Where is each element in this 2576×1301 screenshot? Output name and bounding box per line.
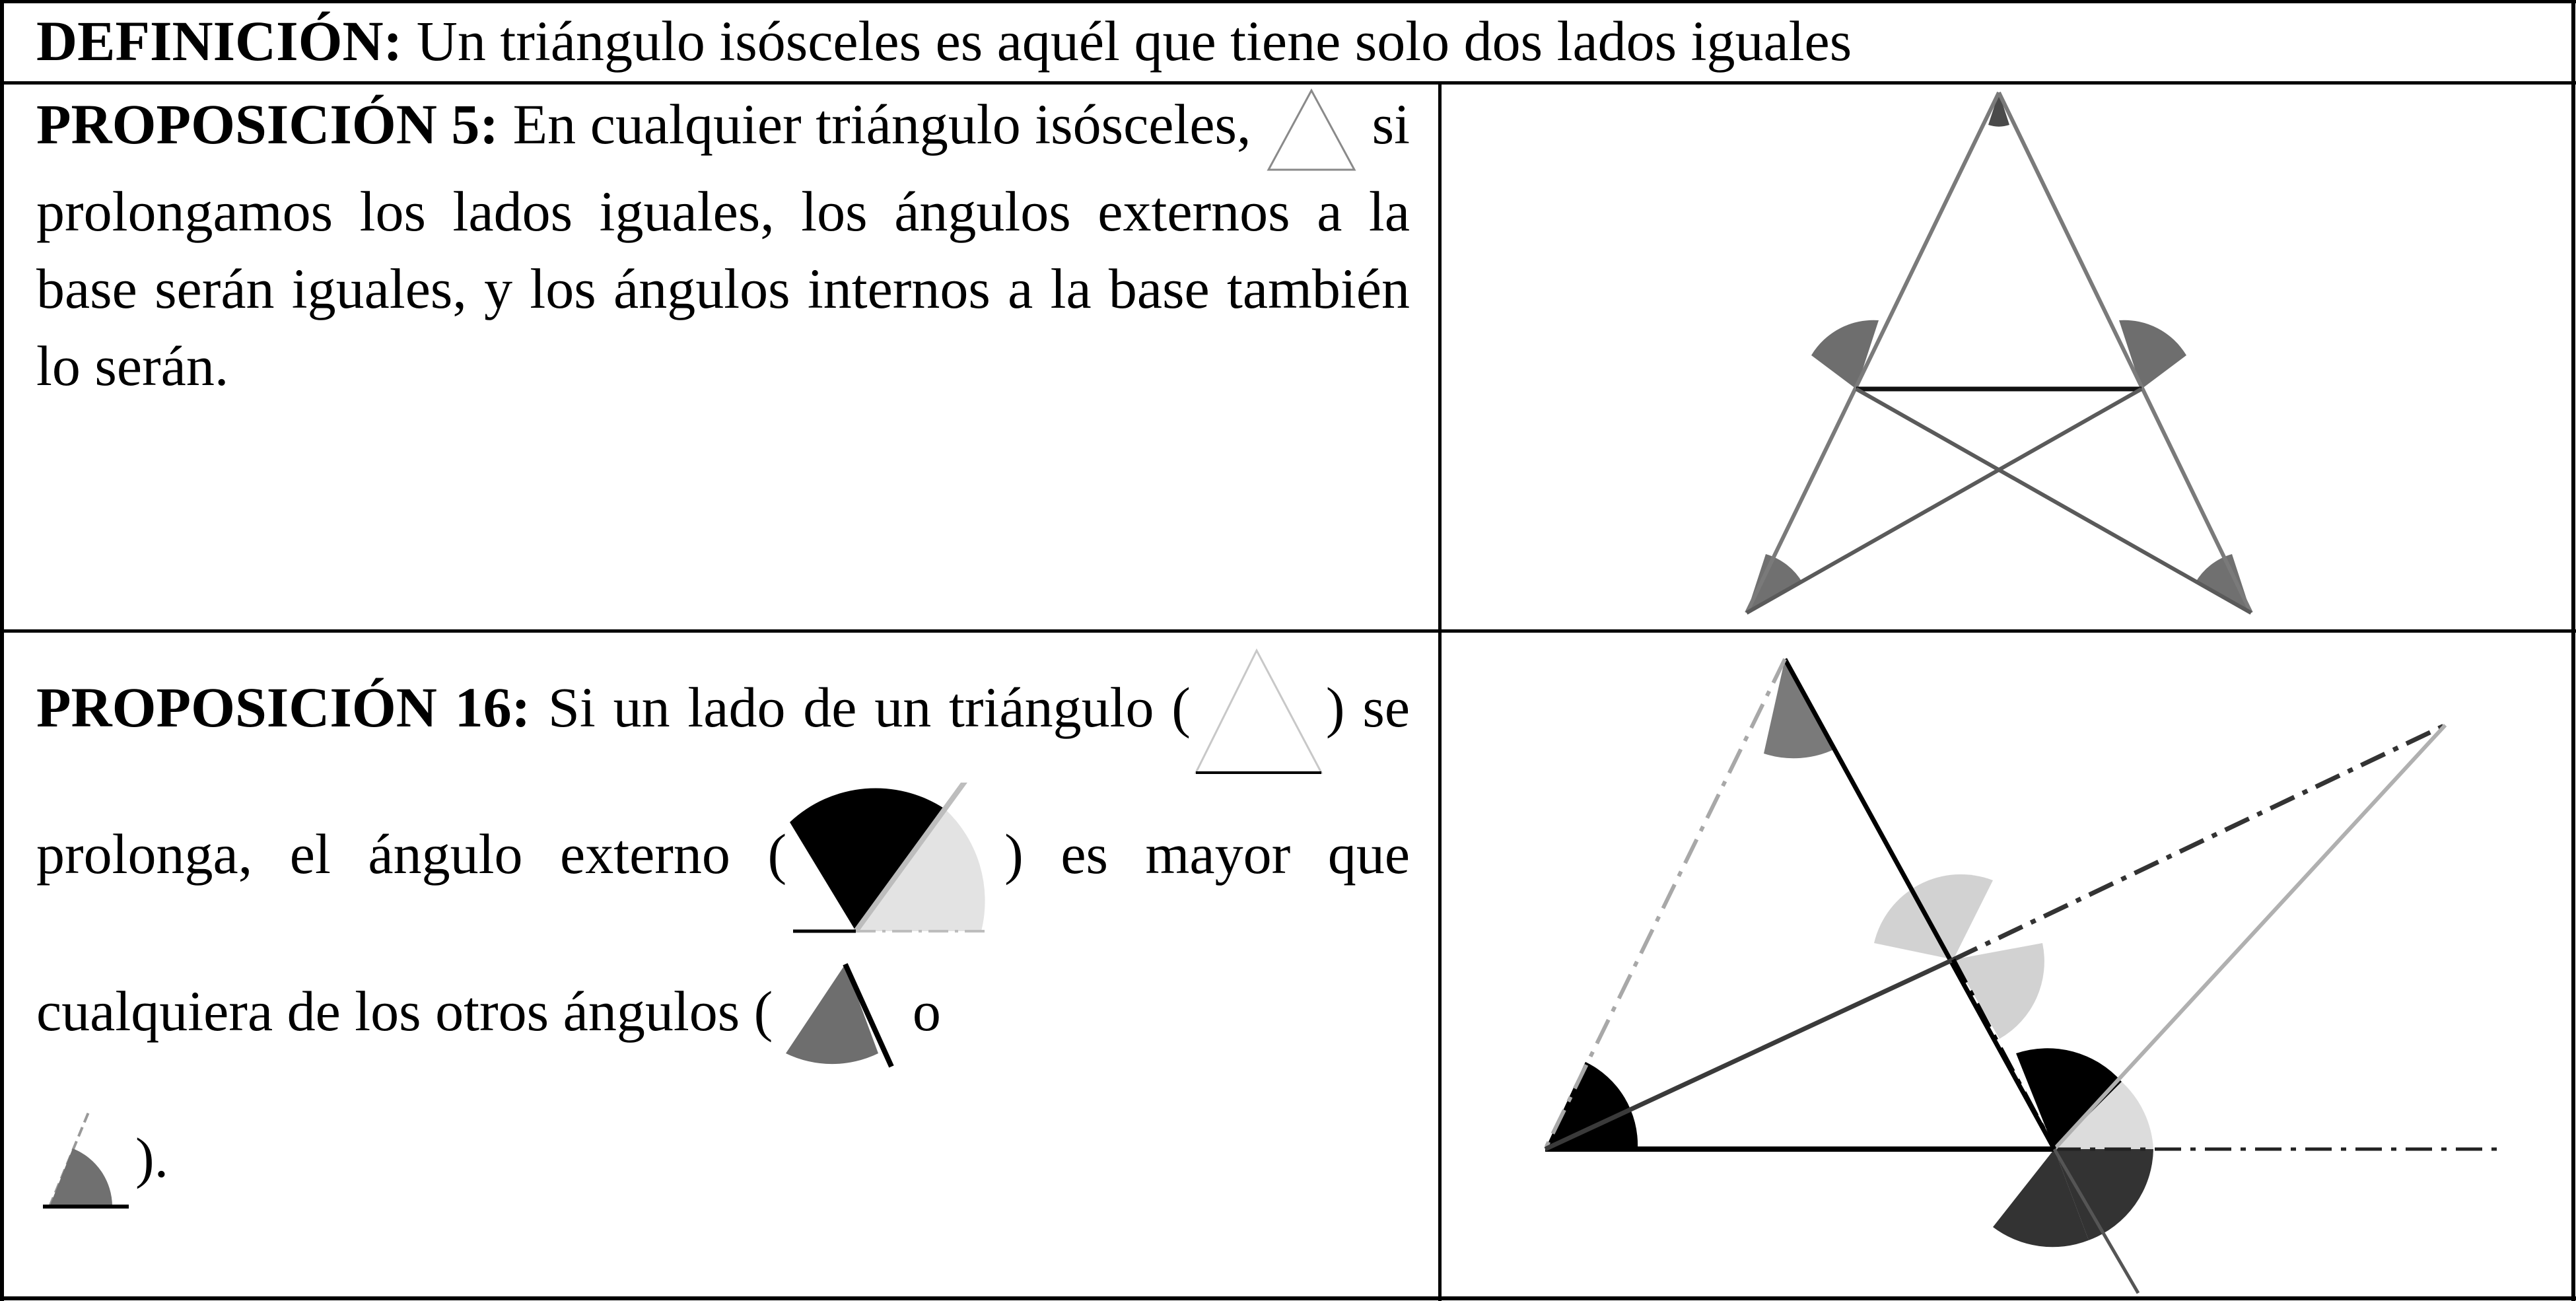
median-line <box>1545 960 1953 1149</box>
proposition-16-text <box>36 634 1410 1231</box>
proposition-16-text-c: ) es mayor que cualquiera de los otros ángulos ( <box>36 822 1410 1043</box>
table-border-right <box>2571 0 2575 1301</box>
proposition-16-label: PROPOSICIÓN 16: <box>36 676 531 739</box>
proposition-16-text-a: Si un lado de un triángulo ( <box>530 676 1191 739</box>
table-border-bottom <box>0 1296 2576 1300</box>
triangle-icon <box>1191 647 1326 779</box>
proposition-16-text-e: ). <box>135 1125 169 1189</box>
left-side <box>1747 92 1999 613</box>
definition-label: DEFINICIÓN: <box>36 9 403 73</box>
side-bc <box>1785 659 2054 1149</box>
proposition-5-text-a: En cualquier triángulo isósceles, <box>499 92 1266 156</box>
side-ac-dashed <box>1545 659 1785 1149</box>
cross-line-1 <box>1856 389 2251 613</box>
isosceles-triangle-figure <box>1442 85 2571 629</box>
definition-row <box>36 0 2546 83</box>
exterior-angle-figure <box>1442 633 2571 1296</box>
definition-text: Un triángulo isósceles es aquél que tiene solo dos lados iguales <box>402 9 1852 73</box>
proposition-5-label: PROPOSICIÓN 5: <box>36 92 499 156</box>
apex-angle-sector <box>1764 659 1836 758</box>
parallel-line <box>2054 725 2445 1149</box>
left-bottom-angle <box>1747 554 1803 613</box>
proposition-16-text-d: o <box>898 979 941 1043</box>
cross-line-2 <box>1747 389 2141 613</box>
angle-icon-mid <box>36 1108 135 1220</box>
right-side <box>1999 92 2251 613</box>
exterior-angle-icon <box>786 783 1004 938</box>
proposition-5-text-b: si prolongamos los lados iguales, los ángulos externos a la base serán iguales, y los ángulos internos a la base también lo serán. <box>36 92 1410 398</box>
angle-icon-dark <box>773 954 898 1080</box>
right-base-angle <box>2119 320 2186 389</box>
proposition-5-text <box>36 86 1410 405</box>
proposition-16-text-b: ) se prolonga, el ángulo externo ( <box>36 676 1410 886</box>
table-border-left <box>0 0 4 1301</box>
right-bottom-angle <box>2195 554 2251 613</box>
median-extension-dashed <box>1953 725 2445 960</box>
triangle-icon <box>1265 87 1358 173</box>
